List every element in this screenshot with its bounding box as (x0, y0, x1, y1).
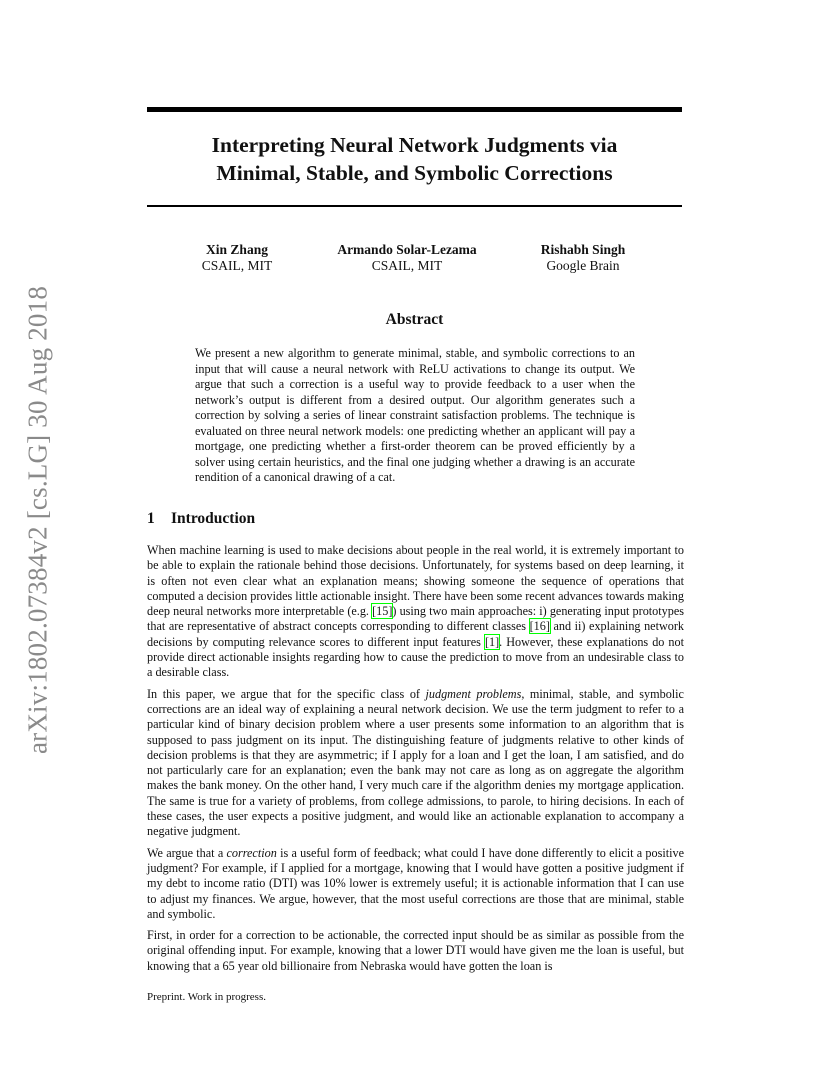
paragraph-4: First, in order for a correction to be actionable, the corrected input should be as similar as possible from the original offending input. For example, knowing that a lower DTI would have given me the loan is useful, but knowing that a 65 year old billionaire from Nebraska would have gotten the loan is (147, 928, 684, 973)
emphasis-text: correction (226, 845, 277, 860)
page-footer: Preprint. Work in progress. (147, 991, 266, 1003)
arxiv-identifier-stamp (16, 280, 60, 760)
paragraph-3 (147, 846, 684, 922)
citation-link[interactable]: [15] (372, 604, 393, 619)
introduction-body (147, 543, 684, 980)
section-number: 1 (147, 510, 155, 527)
abstract-heading: Abstract (385, 311, 444, 328)
text-run: , minimal, stable, and symbolic corrections are an ideal way of explaining a neural network decision. We use the term judgment to refer to a particular kind of binary decision problem where a user presents some information to an algorithm that is supposed to pass judgment on its input. The distinguishing feature of judgments relative to other kinds of decision problems is that they are asymmetric; if I apply for a loan and I get the loan, I am satisfied, and do not particularly care for an explanation; even the bank may not care as long as on aggregate the algorithm makes the bank money. On the other hand, I very much care if the algorithm denies my mortgage application. The same is true for a variety of problems, from college admissions, to parole, to hiring decisions. In each of these cases, the user expects a positive judgment, and would like an actionable explanation to accompany a negative judgment. (147, 686, 684, 839)
abstract-text: We present a new algorithm to generate minimal, stable, and symbolic corrections to an input that will cause a neural network with ReLU activations to change its output. We argue that such a correction is a useful way to provide feedback to a user when the network’s output is different from a desired output. Our algorithm generates such a correction by solving a series of linear constraint satisfaction problems. The technique is evaluated on three neural network models: one predicting whether an applicant will pay a mortgage, one predicting whether a first-order theorem can be proved efficiently by a solver using certain heuristics, and the final one judging whether a drawing is an accurate rendition of a canonical drawing of a cat. (195, 346, 635, 484)
section-heading (147, 510, 255, 528)
author-affiliation: CSAIL, MIT (201, 258, 273, 273)
title-top-rule (147, 107, 682, 112)
author-name: Rishabh Singh (540, 242, 626, 257)
text-run: . However, these explanations do not provide direct actionable insights regarding how to cause the prediction to move from an undesirable class to a desirable class. (147, 634, 684, 680)
text-run: ) using two main approaches: i) generating input prototypes that are representative of abstract concepts corresponding to different classes (147, 604, 685, 634)
author-1 (202, 242, 273, 274)
text-run: When machine learning is used to make decisions about people in the real world, it is extremely important to be able to explain the rationale behind those decisions. Unfortunately, for systems based on deep learning, it is often not even clear what an explanation means; showing someone the sequence of operations that computed a decision provides little actionable insight. There have been some recent advances towards making deep neural networks more interpretable (e.g. (147, 543, 684, 619)
author-affiliation: CSAIL, MIT (371, 258, 443, 273)
text-run: We argue that a (147, 845, 227, 860)
text-run: and ii) explaining network decisions by computing relevance scores to different input features (147, 619, 685, 649)
author-block (147, 242, 682, 278)
citation-link[interactable]: [16] (529, 619, 550, 634)
text-run: is a useful form of feedback; what could I have done differently to elicit a positive judgment? For example, if I applied for a mortgage, knowing that I would have gotten a positive judgment if my debt to income ratio (DTI) was 10% lower is extremely useful; it is actionable information that I can use to adjust my finances. We argue, however, that the most useful corrections are those that are minimal, stable and symbolic. (147, 845, 684, 921)
title-line-2: Minimal, Stable, and Symbolic Corrections (216, 161, 613, 185)
paragraph-1 (147, 543, 684, 681)
citation-link[interactable]: [1] (484, 634, 500, 649)
arxiv-stamp-text: arXiv:1802.07384v2 [cs.LG] 30 Aug 2018 (22, 285, 53, 755)
paper-title (147, 131, 682, 187)
paragraph-2 (147, 687, 684, 840)
author-name: Armando Solar-Lezama (337, 242, 477, 257)
author-name: Xin Zhang (206, 242, 268, 257)
emphasis-text: judgment problems (425, 686, 522, 701)
section-title: Introduction (171, 510, 256, 527)
author-2 (337, 242, 476, 274)
text-run: In this paper, we argue that for the specific class of (147, 686, 426, 701)
title-bottom-rule (147, 205, 682, 207)
title-line-1: Interpreting Neural Network Judgments via (211, 133, 618, 157)
author-3 (541, 242, 625, 274)
author-affiliation: Google Brain (546, 258, 620, 273)
